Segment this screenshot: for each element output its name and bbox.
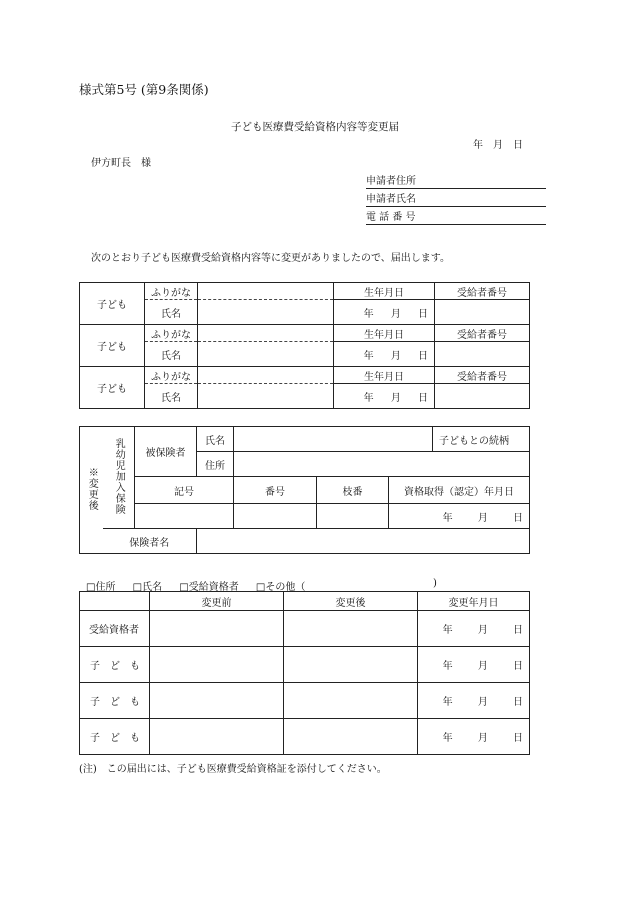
recipient-row-label: 受給資格者 [80, 611, 150, 647]
furigana-label: ふりがな [145, 325, 198, 342]
other-close-paren: ) [433, 578, 437, 589]
acquired-date-cell[interactable]: 年 月 日 [389, 504, 530, 529]
insurer-cell[interactable] [197, 529, 530, 554]
child-label: 子ども [80, 325, 145, 367]
birth-date-cell[interactable]: 年 月 日 [334, 300, 435, 325]
child-row-label: 子 ど も [80, 719, 150, 755]
acquired-date-label: 資格取得（認定）年月日 [389, 477, 530, 504]
name-checkbox[interactable]: □氏名 [132, 582, 163, 593]
before-cell[interactable] [150, 719, 284, 755]
birth-label: 生年月日 [334, 325, 435, 342]
furigana-cell[interactable] [198, 367, 334, 384]
recipient-no-cell[interactable] [435, 342, 530, 367]
insured-name-label: 氏名 [197, 427, 234, 452]
symbol-cell[interactable] [135, 504, 234, 529]
number-cell[interactable] [234, 504, 317, 529]
insurer-label: 保険者名 [103, 529, 197, 554]
child-label: 子ども [80, 367, 145, 409]
recipient-no-cell[interactable] [435, 384, 530, 409]
change-table [79, 591, 530, 755]
recipient-no-label: 受給者番号 [435, 283, 530, 300]
furigana-label: ふりがな [145, 283, 198, 300]
submission-date: 年 月 日 [473, 140, 523, 151]
symbol-label: 記号 [135, 477, 234, 504]
change-header-blank [80, 592, 150, 611]
name-cell[interactable] [198, 384, 334, 409]
furigana-label: ふりがな [145, 367, 198, 384]
insurance-table [79, 426, 530, 554]
address-checkbox[interactable]: □住所 [86, 582, 116, 593]
branch-label: 枝番 [317, 477, 389, 504]
recipient-no-label: 受給者番号 [435, 367, 530, 384]
relation-label: 子どもとの続柄 [433, 427, 530, 452]
recipient-no-label: 受給者番号 [435, 325, 530, 342]
before-cell[interactable] [150, 611, 284, 647]
change-date-header: 変更年月日 [418, 592, 530, 611]
furigana-cell[interactable] [198, 283, 334, 300]
name-label: 氏名 [145, 384, 198, 409]
change-date-cell[interactable]: 年 月 日 [418, 647, 530, 683]
recipient-no-cell[interactable] [435, 300, 530, 325]
number-label: 番号 [234, 477, 317, 504]
insured-address-cell[interactable] [234, 452, 530, 477]
insured-label: 被保険者 [135, 427, 197, 477]
after-cell[interactable] [284, 611, 418, 647]
before-cell[interactable] [150, 647, 284, 683]
recipient-checkbox[interactable]: □受給資格者 [179, 582, 239, 593]
after-cell[interactable] [284, 647, 418, 683]
child-row-label: 子 ど も [80, 683, 150, 719]
changed-after-label: ※変更後 [80, 427, 103, 554]
applicant-phone-field[interactable]: 電 話 番 号 [366, 211, 546, 225]
children-table [79, 282, 530, 409]
addressee: 伊方町長 様 [91, 158, 151, 169]
intro-text: 次のとおり子ども医療費受給資格内容等に変更がありましたので、届出します。 [91, 253, 450, 264]
birth-date-cell[interactable]: 年 月 日 [334, 342, 435, 367]
birth-label: 生年月日 [334, 367, 435, 384]
child-row-label: 子 ど も [80, 647, 150, 683]
after-cell[interactable] [284, 683, 418, 719]
birth-label: 生年月日 [334, 283, 435, 300]
infant-insurance-label: 乳幼児加入保険 [103, 427, 135, 529]
after-header: 変更後 [284, 592, 418, 611]
change-date-cell[interactable]: 年 月 日 [418, 719, 530, 755]
change-date-cell[interactable]: 年 月 日 [418, 683, 530, 719]
change-date-cell[interactable]: 年 月 日 [418, 611, 530, 647]
furigana-cell[interactable] [198, 325, 334, 342]
document-title: 子ども医療費受給資格内容等変更届 [231, 121, 399, 133]
before-header: 変更前 [150, 592, 284, 611]
name-cell[interactable] [198, 300, 334, 325]
birth-date-cell[interactable]: 年 月 日 [334, 384, 435, 409]
branch-cell[interactable] [317, 504, 389, 529]
insured-name-cell[interactable] [234, 427, 433, 452]
child-label: 子ども [80, 283, 145, 325]
applicant-name-field[interactable]: 申請者氏名 [366, 193, 546, 207]
name-label: 氏名 [145, 300, 198, 325]
form-number: 様式第5号 (第9条関係) [79, 82, 209, 97]
before-cell[interactable] [150, 683, 284, 719]
attachment-note: (注) この届出には、子ども医療費受給資格証を添付してください。 [79, 764, 387, 775]
insured-address-label: 住所 [197, 452, 234, 477]
name-cell[interactable] [198, 342, 334, 367]
name-label: 氏名 [145, 342, 198, 367]
after-cell[interactable] [284, 719, 418, 755]
other-checkbox[interactable]: □その他（ [255, 582, 306, 593]
applicant-address-field[interactable]: 申請者住所 [366, 175, 546, 189]
